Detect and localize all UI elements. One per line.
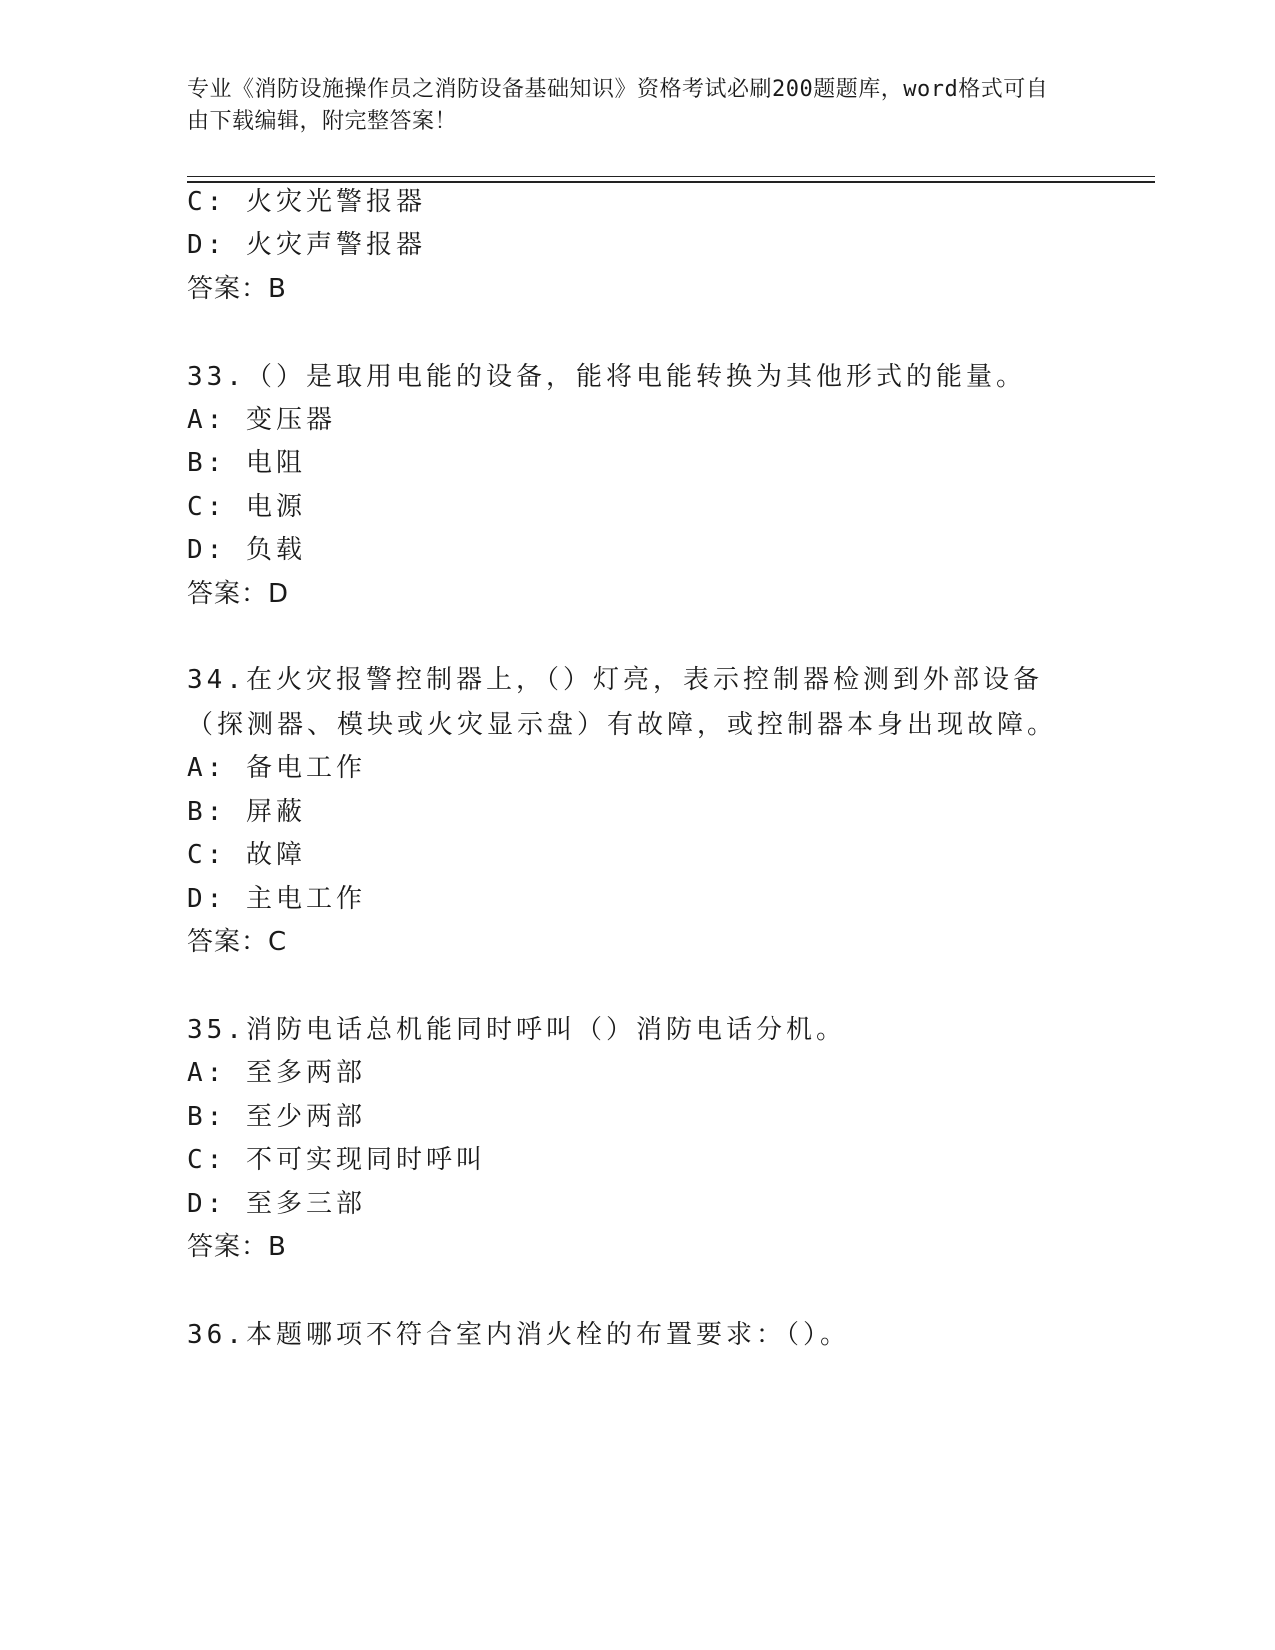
question-34-option-c: C: 故障 [187, 840, 306, 870]
question-35-stem: 35.消防电话总机能同时呼叫（）消防电话分机。 [187, 1015, 846, 1045]
header-divider-thin [187, 176, 1155, 177]
question-34-answer: 答案：C [187, 927, 288, 957]
question-33-option-a: A: 变压器 [187, 405, 336, 435]
question-35-answer: 答案：B [187, 1232, 287, 1262]
question-34-stem: 34.在火灾报警控制器上，（）灯亮，表示控制器检测到外部设备（探测器、模块或火灾显示盘）有故障，或控制器本身出现故障。 [187, 665, 1058, 740]
question-36-stem: 36.本题哪项不符合室内消火栓的布置要求：（）。 [187, 1320, 850, 1350]
question-34-option-b: B: 屏蔽 [187, 797, 306, 827]
header-divider-thick [187, 181, 1155, 183]
question-33-option-c: C: 电源 [187, 492, 306, 522]
question-33-option-b: B: 电阻 [187, 448, 306, 478]
document-header: 专业《消防设施操作员之消防设备基础知识》资格考试必刷200题题库，word格式可自由下载编辑，附完整答案！ [187, 77, 1049, 134]
question-35-option-d: D: 至多三部 [187, 1189, 366, 1219]
question-33-stem: 33.（）是取用电能的设备，能将电能转换为其他形式的能量。 [187, 362, 1026, 392]
question-35-option-c: C: 不可实现同时呼叫 [187, 1145, 486, 1175]
question-35-option-b: B: 至少两部 [187, 1102, 366, 1132]
prev-option-d: D: 火灾声警报器 [187, 230, 426, 260]
prev-option-c: C: 火灾光警报器 [187, 187, 426, 217]
question-34-option-d: D: 主电工作 [187, 884, 366, 914]
question-33-option-d: D: 负载 [187, 535, 306, 565]
question-33-answer: 答案：D [187, 579, 290, 609]
prev-answer: 答案：B [187, 274, 287, 304]
question-35-option-a: A: 至多两部 [187, 1058, 366, 1088]
question-34-option-a: A: 备电工作 [187, 753, 366, 783]
